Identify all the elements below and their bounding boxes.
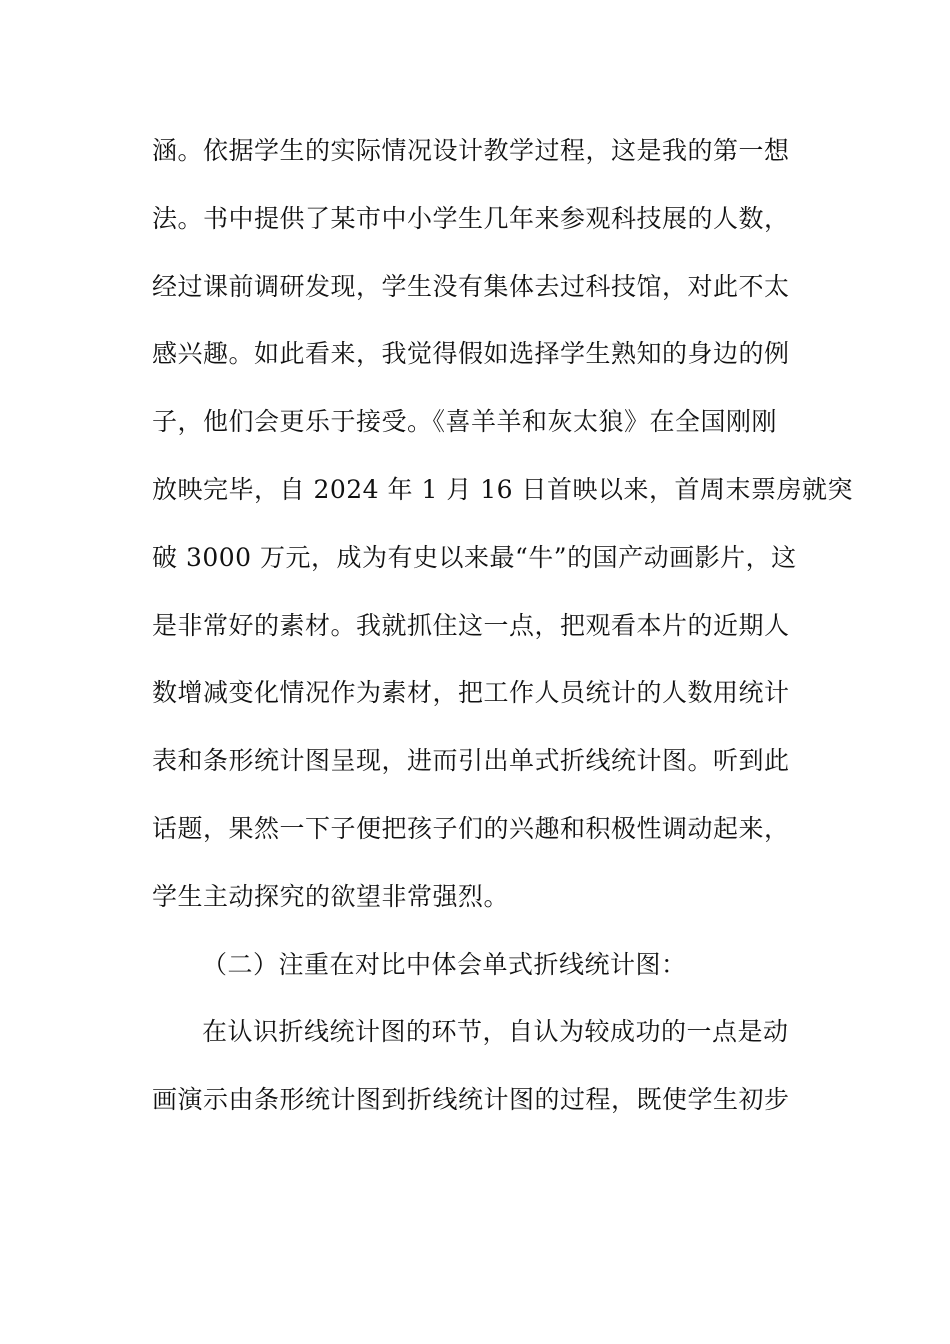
section-heading: （二）注重在对比中体会单式折线统计图：: [202, 949, 687, 979]
paragraph-line: 在认识折线统计图的环节，自认为较成功的一点是动: [202, 1017, 789, 1047]
paragraph-line: 是非常好的素材。我就抓住这一点，把观看本片的近期人: [152, 610, 790, 640]
paragraph-line: 表和条形统计图呈现，进而引出单式折线统计图。听到此: [152, 746, 790, 776]
paragraph-line: 放映完毕，自 2024 年 1 月 16 日首映以来，首周末票房就突: [152, 474, 854, 504]
paragraph-line: 法。书中提供了某市中小学生几年来参观科技展的人数，: [152, 203, 790, 233]
paragraph-line: 话题，果然一下子便把孩子们的兴趣和积极性调动起来，: [152, 813, 790, 843]
paragraph-line: 数增减变化情况作为素材，把工作人员统计的人数用统计: [152, 678, 790, 708]
paragraph-line: 破 3000 万元，成为有史以来最“牛”的国产动画影片，这: [152, 542, 797, 572]
document-body: [152, 128, 854, 1145]
paragraph-line: 经过课前调研发现，学生没有集体去过科技馆，对此不太: [152, 271, 790, 301]
paragraph-line: 涵。依据学生的实际情况设计教学过程，这是我的第一想: [152, 136, 790, 165]
paragraph-line: 感兴趣。如此看来，我觉得假如选择学生熟知的身边的例: [152, 339, 790, 369]
paragraph-line: 画演示由条形统计图到折线统计图的过程，既使学生初步: [152, 1085, 790, 1115]
paragraph-line: 子，他们会更乐于接受。《喜羊羊和灰太狼》在全国刚刚: [152, 407, 778, 437]
paragraph-line: 学生主动探究的欲望非常强烈。: [152, 881, 510, 911]
